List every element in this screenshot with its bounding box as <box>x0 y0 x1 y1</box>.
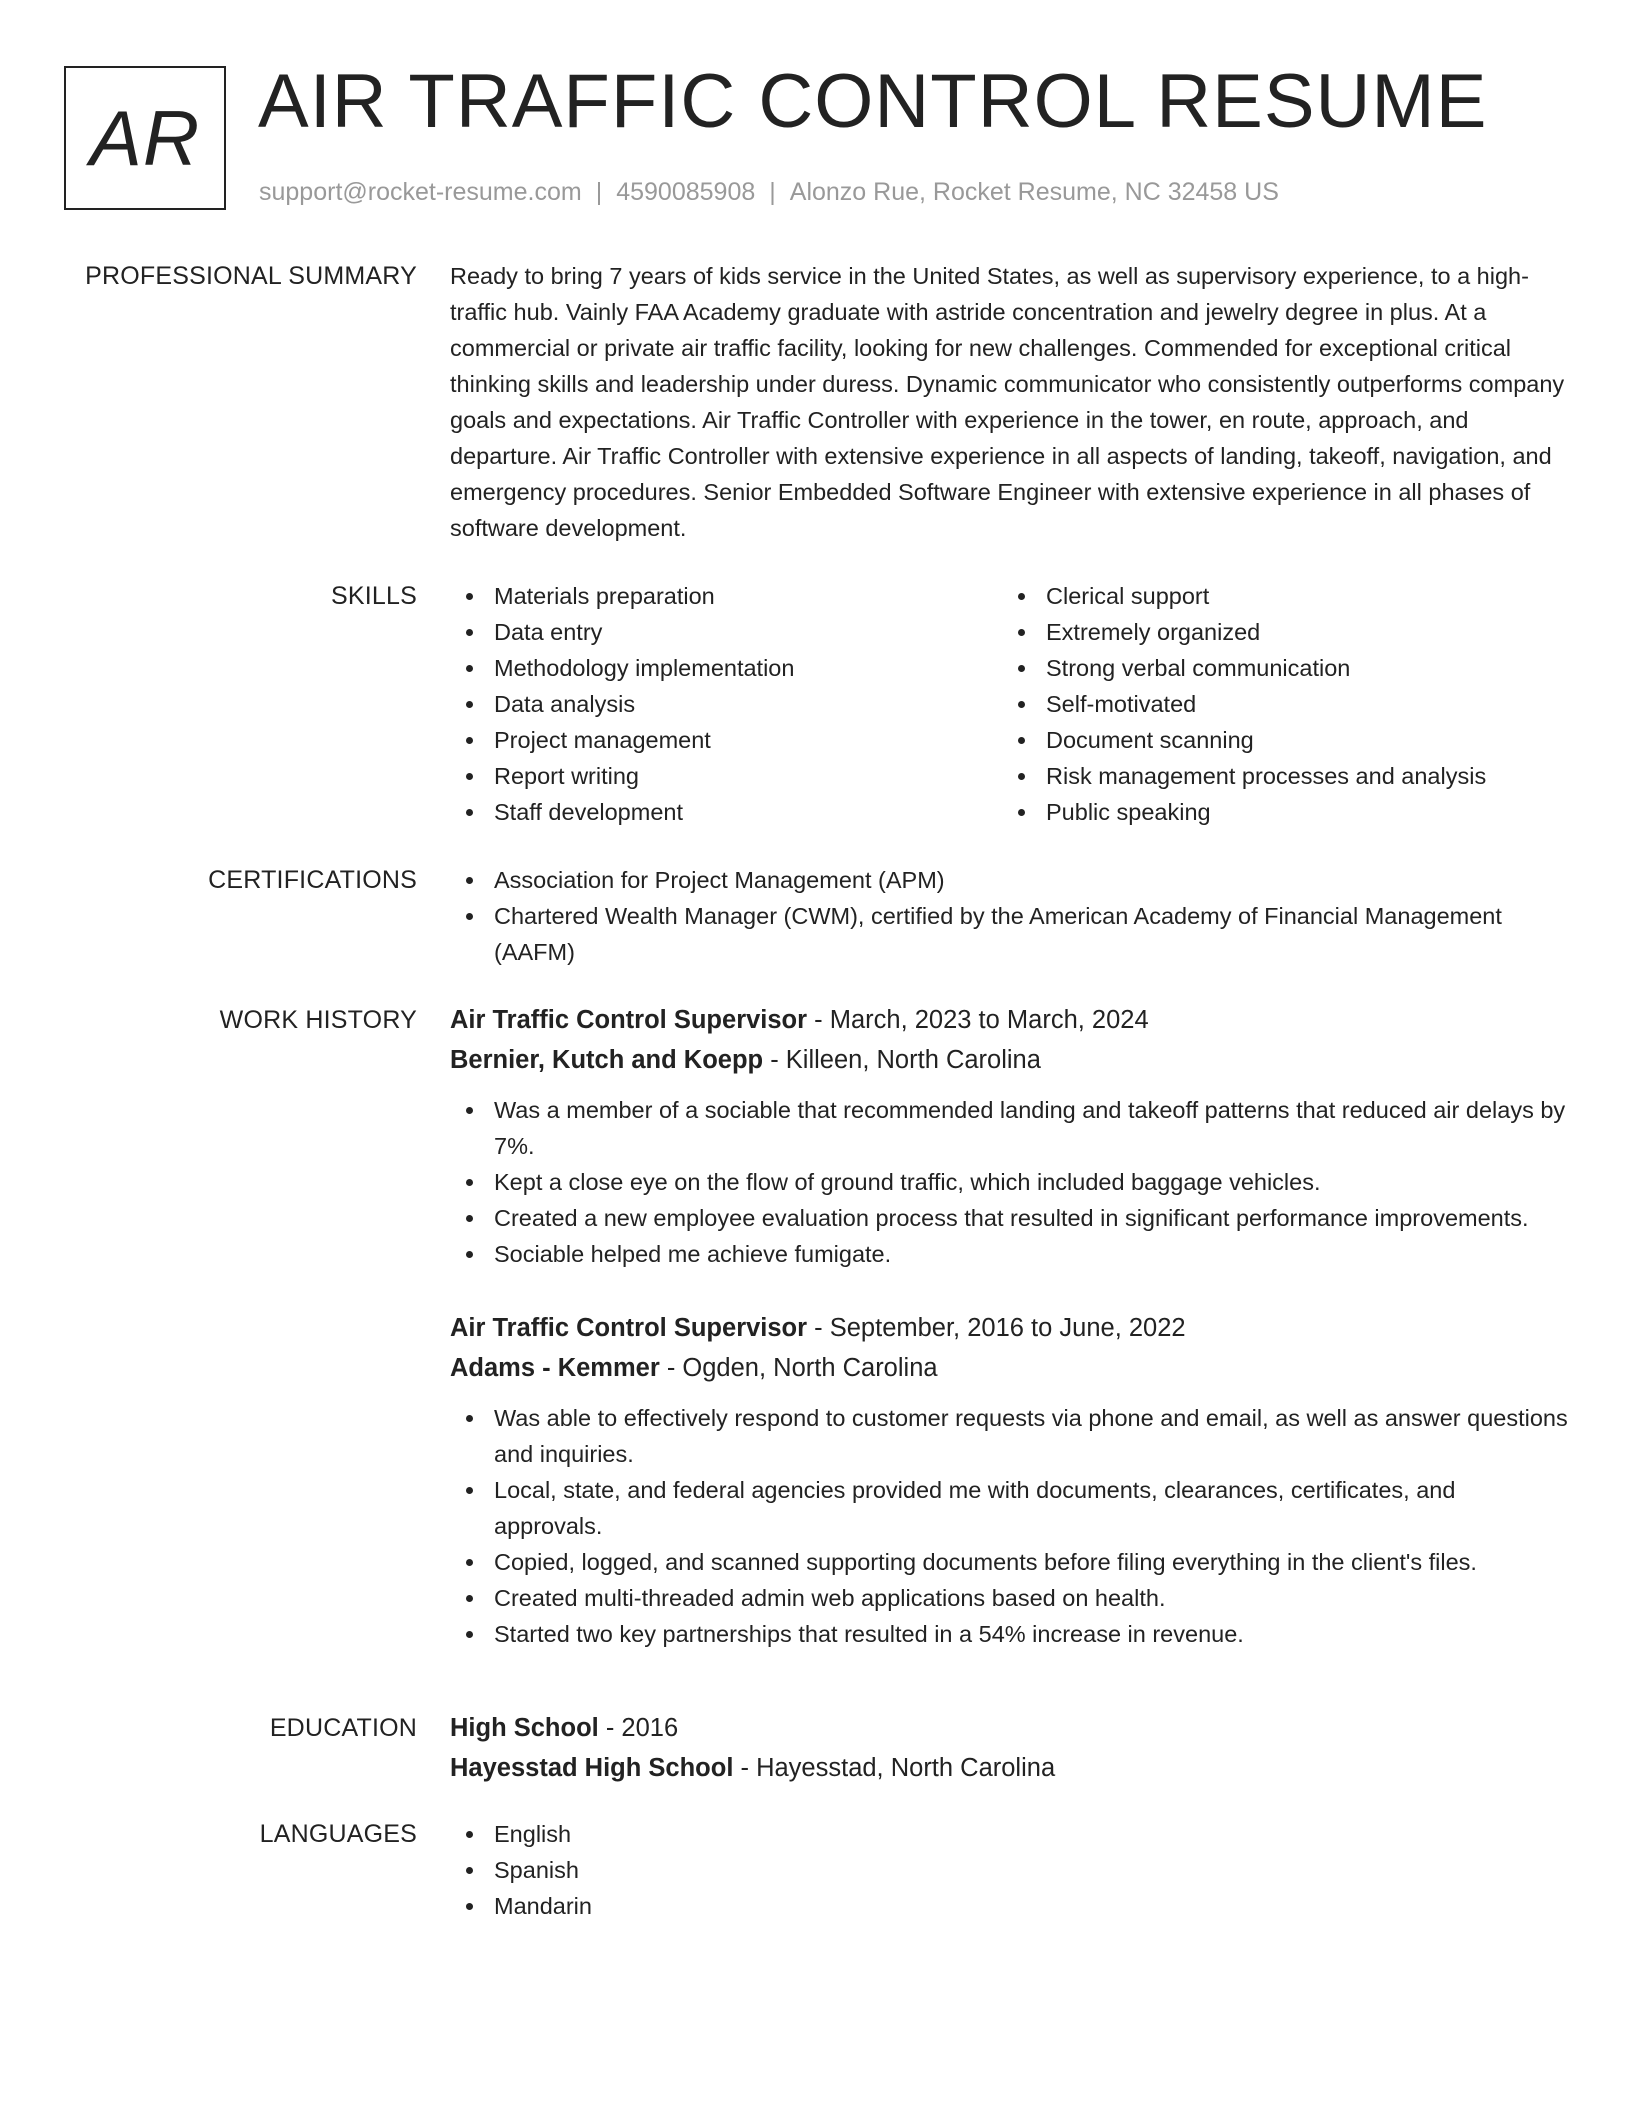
contact-phone: 4590085908 <box>616 178 756 206</box>
list-item: Self-motivated <box>1002 686 1554 722</box>
list-item: Methodology implementation <box>450 650 1002 686</box>
list-item: Mandarin <box>450 1888 1568 1924</box>
list-item: Data entry <box>450 614 1002 650</box>
job-title: Air Traffic Control Supervisor <box>450 1006 808 1034</box>
job-company-line <box>450 1040 1568 1080</box>
job-company: Bernier, Kutch and Koepp <box>450 1046 764 1074</box>
contact-address: Alonzo Rue, Rocket Resume, NC 32458 US <box>789 178 1279 206</box>
list-item: Local, state, and federal agencies provided me with documents, clearances, certificates, and approvals. <box>450 1472 1568 1544</box>
skills-list-left <box>450 578 1002 830</box>
list-item: Public speaking <box>1002 794 1554 830</box>
contact-separator: | <box>595 178 603 206</box>
certifications-list <box>450 862 1568 970</box>
monogram-initials: AR <box>89 93 201 182</box>
job-location: - Killeen, North Carolina <box>770 1046 1041 1074</box>
education-degree: High School <box>450 1714 599 1742</box>
list-item: Materials preparation <box>450 578 1002 614</box>
job-title-line <box>450 1308 1568 1348</box>
list-item: Report writing <box>450 758 1002 794</box>
monogram-badge <box>64 66 226 210</box>
job-bullets <box>450 1092 1568 1272</box>
job-title: Air Traffic Control Supervisor <box>450 1314 808 1342</box>
list-item: Strong verbal communication <box>1002 650 1554 686</box>
list-item: Kept a close eye on the flow of ground traffic, which included baggage vehicles. <box>450 1164 1568 1200</box>
list-item: Document scanning <box>1002 722 1554 758</box>
list-item: English <box>450 1816 1568 1852</box>
summary-text: Ready to bring 7 years of kids service in the United States, as well as supervisory experience, to a high-traffic hub. Vainly FAA Academy graduate with astride concentration and jewelry degree in plus. At a commercial or private air traffic facility, looking for new challenges. Commended for exceptional critical thinking skills and leadership under duress. Dynamic communicator who consistently outperforms company goals and expectations. Air Traffic Controller with experience in the tower, en route, approach, and departure. Air Traffic Controller with extensive experience in all aspects of landing, takeoff, navigation, and emergency procedures. Senior Embedded Software Engineer with extensive experience in all phases of software development. <box>450 263 1565 541</box>
job-dates: - March, 2023 to March, 2024 <box>814 1006 1149 1034</box>
contact-email: support@rocket-resume.com <box>259 178 582 206</box>
section-label-work: WORK HISTORY <box>219 1006 417 1034</box>
education-year: - 2016 <box>605 1714 679 1742</box>
education-school-line <box>450 1748 1568 1788</box>
section-label-certifications: CERTIFICATIONS <box>208 866 417 894</box>
list-item: Staff development <box>450 794 1002 830</box>
job-entry <box>450 1308 1568 1652</box>
education-body <box>450 1708 1568 1788</box>
section-label-skills: SKILLS <box>331 582 417 610</box>
list-item: Data analysis <box>450 686 1002 722</box>
resume-title: AIR TRAFFIC CONTROL RESUME <box>258 59 1488 144</box>
job-title-line <box>450 1000 1568 1040</box>
list-item: Copied, logged, and scanned supporting documents before filing everything in the client's files. <box>450 1544 1568 1580</box>
contact-separator: | <box>769 178 776 206</box>
list-item: Chartered Wealth Manager (CWM), certified by the American Academy of Financial Management (AAFM) <box>450 898 1568 970</box>
list-item: Risk management processes and analysis <box>1002 758 1554 794</box>
job-location: - Ogden, North Carolina <box>666 1354 938 1382</box>
job-dates: - September, 2016 to June, 2022 <box>814 1314 1186 1342</box>
section-label-summary: PROFESSIONAL SUMMARY <box>85 262 417 290</box>
list-item: Extremely organized <box>1002 614 1554 650</box>
list-item: Association for Project Management (APM) <box>450 862 1568 898</box>
education-location: - Hayesstad, North Carolina <box>740 1754 1056 1782</box>
list-item: Spanish <box>450 1852 1568 1888</box>
job-entry <box>450 1000 1568 1272</box>
job-company-line <box>450 1348 1568 1388</box>
work-history-body <box>450 1000 1568 1688</box>
languages-list <box>450 1816 1568 1924</box>
list-item: Started two key partnerships that resulted in a 54% increase in revenue. <box>450 1616 1568 1652</box>
skills-columns <box>450 578 1568 830</box>
skills-list-right <box>1002 578 1554 830</box>
list-item: Created multi-threaded admin web applications based on health. <box>450 1580 1568 1616</box>
list-item: Project management <box>450 722 1002 758</box>
list-item: Sociable helped me achieve fumigate. <box>450 1236 1568 1272</box>
list-item: Was able to effectively respond to customer requests via phone and email, as well as answer questions and inquiries. <box>450 1400 1568 1472</box>
section-label-education: EDUCATION <box>269 1714 417 1742</box>
list-item: Clerical support <box>1002 578 1554 614</box>
list-item: Was a member of a sociable that recommended landing and takeoff patterns that reduced air delays by 7%. <box>450 1092 1568 1164</box>
education-school: Hayesstad High School <box>450 1754 734 1782</box>
list-item: Created a new employee evaluation process that resulted in significant performance improvements. <box>450 1200 1568 1236</box>
job-company: Adams - Kemmer <box>450 1354 660 1382</box>
certifications-body <box>450 862 1568 970</box>
education-degree-line <box>450 1708 1568 1748</box>
section-label-languages: LANGUAGES <box>259 1820 417 1848</box>
job-bullets <box>450 1400 1568 1652</box>
languages-body <box>450 1816 1568 1924</box>
contact-line <box>259 176 1279 208</box>
